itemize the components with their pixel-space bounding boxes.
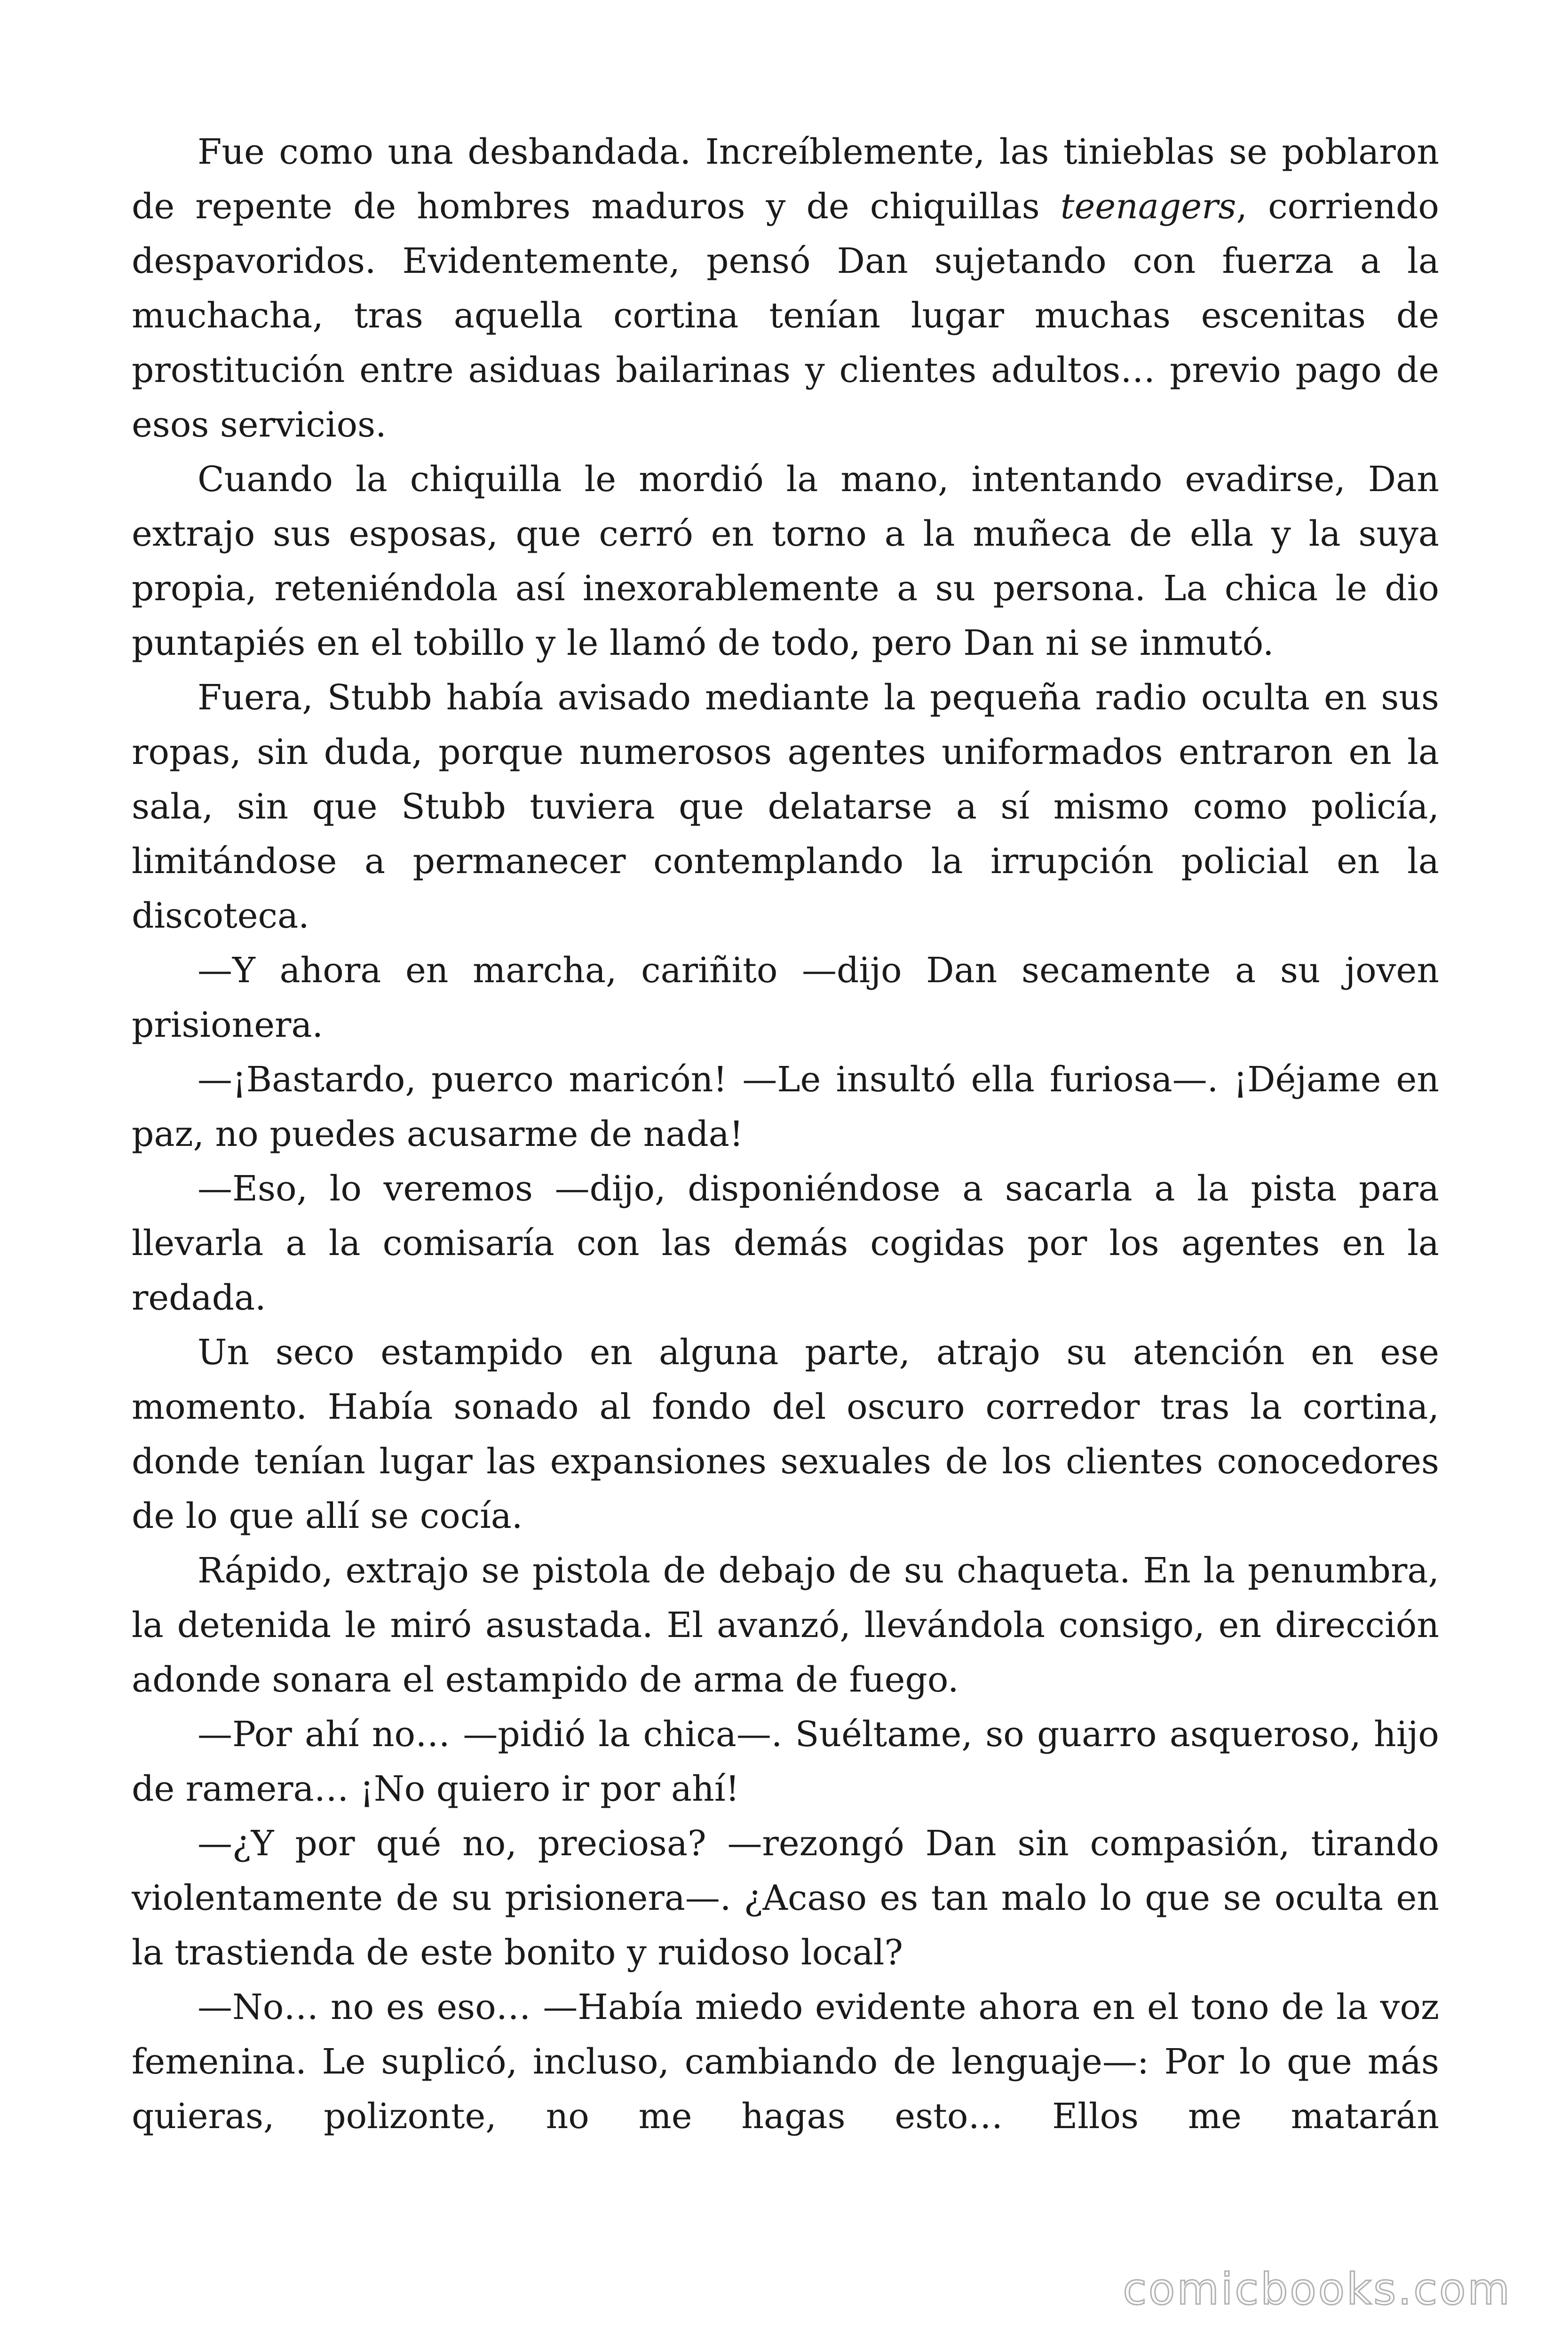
book-page-text — [132, 125, 1439, 2144]
paragraph-text: Rápido, extrajo se pistola de debajo de su chaqueta. En la penumbra, la detenida le miró asustada. El avanzó, llevándola consigo, en dirección adonde sonara el estampido de arma de fuego. — [132, 1550, 1439, 1700]
paragraph-text: Cuando la chiquilla le mordió la mano, intentando evadirse, Dan extrajo sus esposas, que cerró en torno a la muñeca de ella y la suya propia, reteniéndola así inexorablemente a su persona. La chica le dio puntapiés en el tobillo y le llamó de todo, pero Dan ni se inmutó. — [132, 459, 1439, 663]
paragraph — [132, 1325, 1439, 1543]
paragraph — [132, 670, 1439, 943]
paragraph-text: —Por ahí no… —pidió la chica—. Suéltame, so guarro asqueroso, hijo de ramera… ¡No quiero ir por ahí! — [132, 1714, 1439, 1809]
paragraph-text: —Y ahora en marcha, cariñito —dijo Dan secamente a su joven prisionera. — [132, 950, 1439, 1045]
paragraph-text: —Eso, lo veremos —dijo, disponiéndose a sacarla a la pista para llevarla a la comisaría con las demás cogidas por los agentes en la redada. — [132, 1168, 1439, 1318]
paragraph — [132, 1161, 1439, 1325]
paragraph — [132, 1707, 1439, 1816]
paragraph — [132, 1052, 1439, 1161]
paragraph-text: Un seco estampido en alguna parte, atrajo su atención en ese momento. Había sonado al fondo del oscuro corredor tras la cortina, donde tenían lugar las expansiones sexuales de los clientes conocedores de lo que allí se cocía. — [132, 1332, 1439, 1536]
paragraph — [132, 1980, 1439, 2144]
paragraph-text: —¡Bastardo, puerco maricón! —Le insultó ella furiosa—. ¡Déjame en paz, no puedes acusarme de nada! — [132, 1059, 1439, 1154]
italic-text: teenagers — [1060, 186, 1236, 227]
paragraph — [132, 125, 1439, 452]
paragraph-text: Fuera, Stubb había avisado mediante la pequeña radio oculta en sus ropas, sin duda, porque numerosos agentes uniformados entraron en la sala, sin que Stubb tuviera que delatarse a sí mismo como policía, limitándose a permanecer contemplando la irrupción policial en la discoteca. — [132, 677, 1439, 936]
paragraph — [132, 452, 1439, 670]
paragraph-text: Fue como una desbandada. Increíblemente, las tinieblas se poblaron de repente de hombres maduros y de chiquillas — [132, 132, 1439, 227]
paragraph — [132, 1816, 1439, 1980]
paragraph-text: —No… no es eso… —Había miedo evidente ahora en el tono de la voz femenina. Le suplicó, incluso, cambiando de lenguaje—: Por lo que más quieras, polizonte, no me hagas esto… Ellos me matarán — [132, 1987, 1439, 2137]
watermark: comicbooks.com — [1123, 2264, 1512, 2314]
paragraph — [132, 1543, 1439, 1707]
paragraph-text: , corriendo despavoridos. Evidentemente, pensó Dan sujetando con fuerza a la muchacha, tras aquella cortina tenían lugar muchas escenitas de prostitución entre asiduas bailarinas y clientes adultos… previo pago de esos servicios. — [132, 186, 1439, 445]
paragraph — [132, 943, 1439, 1052]
paragraph-text: —¿Y por qué no, preciosa? —rezongó Dan sin compasión, tirando violentamente de su prisionera—. ¿Acaso es tan malo lo que se oculta en la trastienda de este bonito y ruidoso local? — [132, 1823, 1439, 1973]
